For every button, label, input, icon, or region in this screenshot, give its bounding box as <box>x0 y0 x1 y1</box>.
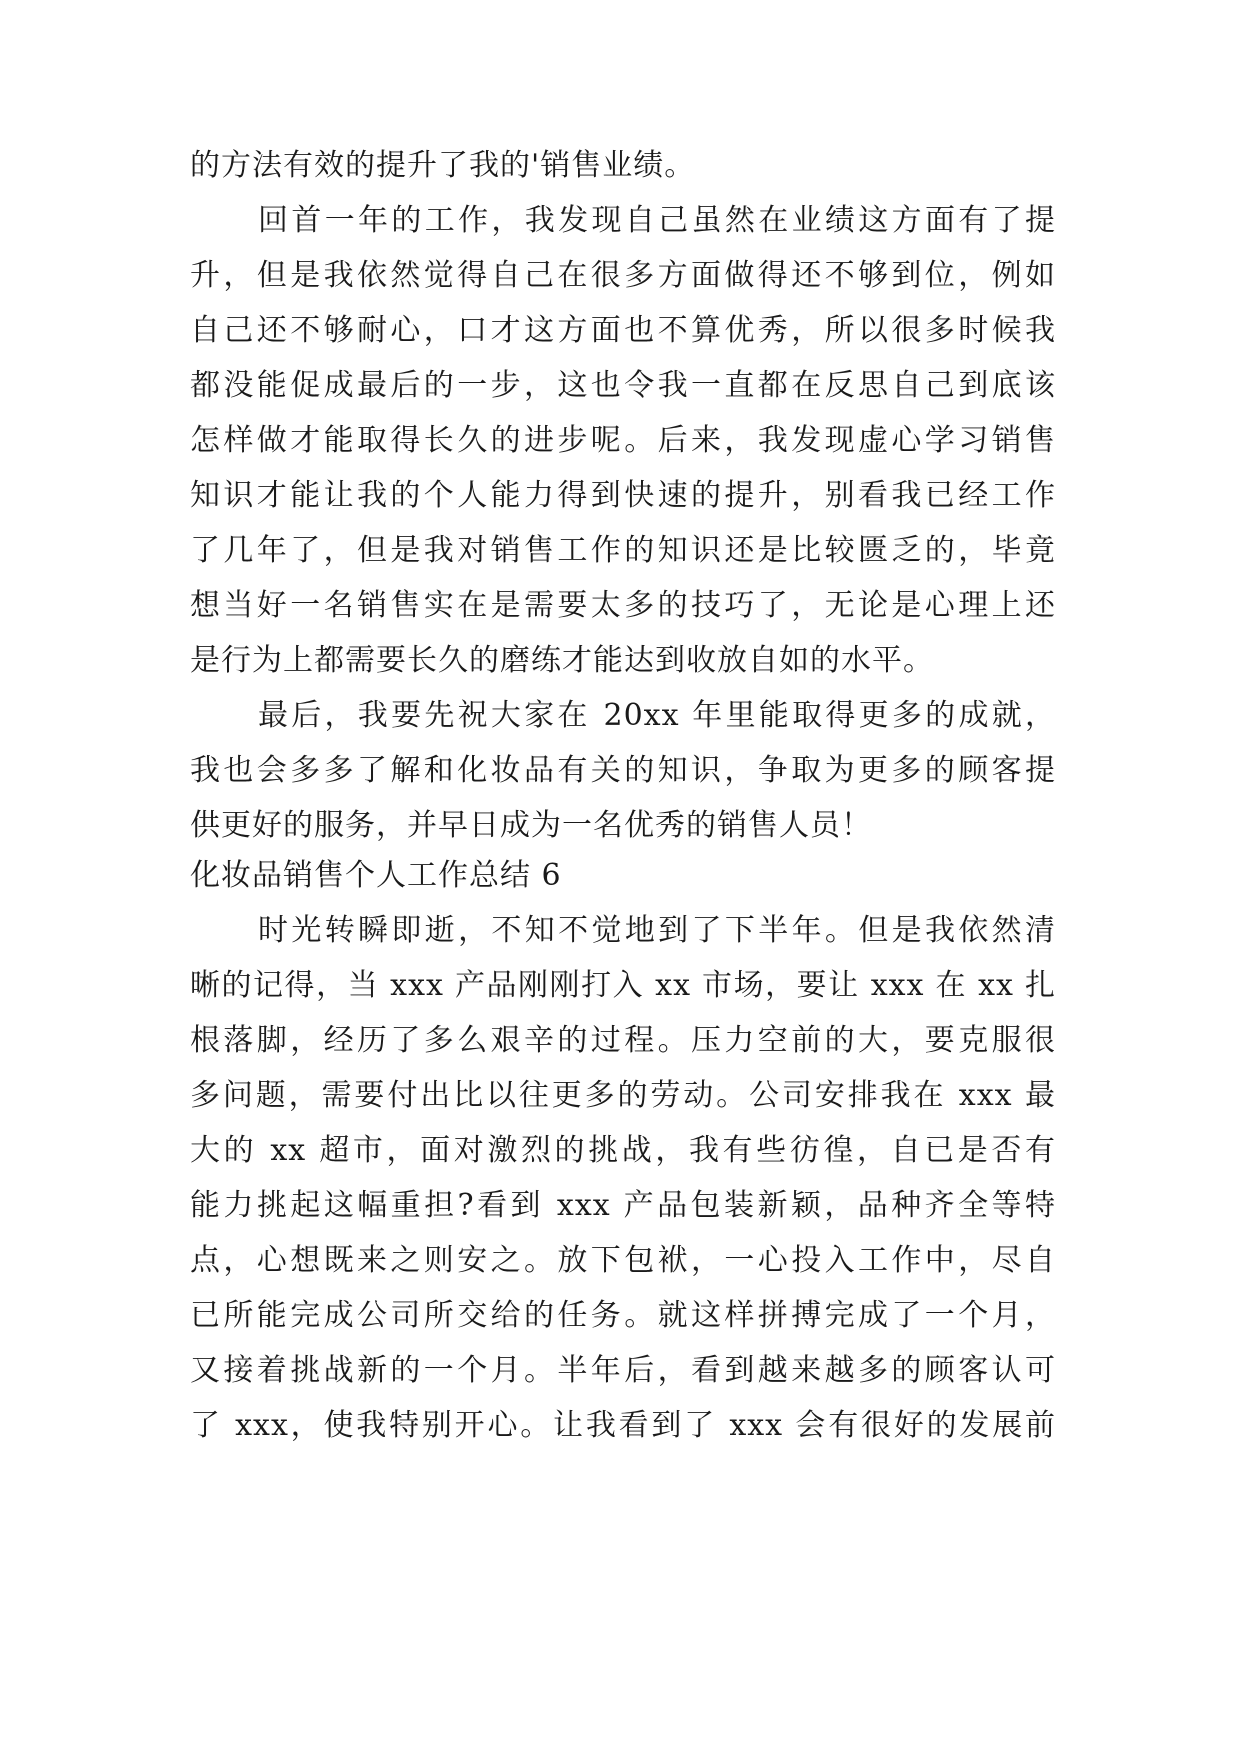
paragraph-line: 供更好的服务，并早日成为一名优秀的销售人员！ <box>190 808 872 843</box>
paragraph-line: 的方法有效的提升了我的'销售业绩。 <box>190 148 696 183</box>
paragraph-line: 了几年了，但是我对销售工作的知识还是比较匮乏的，毕竟 <box>190 533 1056 568</box>
paragraph-line: 自己还不够耐心，口才这方面也不算优秀，所以很多时候我 <box>190 313 1056 348</box>
paragraph-line: 根落脚，经历了多么艰辛的过程。压力空前的大，要克服很 <box>190 1023 1056 1058</box>
paragraph-line: 知识才能让我的个人能力得到快速的提升，别看我已经工作 <box>190 478 1056 513</box>
paragraph-line: 又接着挑战新的一个月。半年后，看到越来越多的顾客认可 <box>190 1353 1056 1388</box>
paragraph-line: 时光转瞬即逝，不知不觉地到了下半年。但是我依然清 <box>258 913 1056 948</box>
paragraph-line: 我也会多多了解和化妆品有关的知识，争取为更多的顾客提 <box>190 753 1056 788</box>
paragraph-line: 已所能完成公司所交给的任务。就这样拼搏完成了一个月， <box>190 1298 1056 1333</box>
paragraph-line: 了 xxx，使我特别开心。让我看到了 xxx 会有很好的发展前 <box>190 1408 1056 1443</box>
paragraph-line: 最后，我要先祝大家在 20xx 年里能取得更多的成就， <box>258 698 1056 733</box>
paragraph-line: 想当好一名销售实在是需要太多的技巧了，无论是心理上还 <box>190 588 1056 623</box>
paragraph-line: 多问题，需要付出比以往更多的劳动。公司安排我在 xxx 最 <box>190 1078 1056 1113</box>
paragraph-line: 都没能促成最后的一步，这也令我一直都在反思自己到底该 <box>190 368 1056 403</box>
paragraph-line: 怎样做才能取得长久的进步呢。后来，我发现虚心学习销售 <box>190 423 1056 458</box>
paragraph-line: 回首一年的工作，我发现自己虽然在业绩这方面有了提 <box>258 203 1056 238</box>
paragraph-line: 点，心想既来之则安之。放下包袱，一心投入工作中，尽自 <box>190 1243 1056 1278</box>
paragraph-line: 大的 xx 超市，面对激烈的挑战，我有些彷徨，自已是否有 <box>190 1133 1056 1168</box>
paragraph-line: 能力挑起这幅重担?看到 xxx 产品包装新颖，品种齐全等特 <box>190 1188 1056 1223</box>
paragraph-line: 是行为上都需要长久的磨练才能达到收放自如的水平。 <box>190 643 934 678</box>
paragraph-line: 升，但是我依然觉得自己在很多方面做得还不够到位，例如 <box>190 258 1056 293</box>
paragraph-line: 晰的记得，当 xxx 产品刚刚打入 xx 市场，要让 xxx 在 xx 扎 <box>190 968 1056 1003</box>
section-heading: 化妆品销售个人工作总结 6 <box>190 858 562 893</box>
